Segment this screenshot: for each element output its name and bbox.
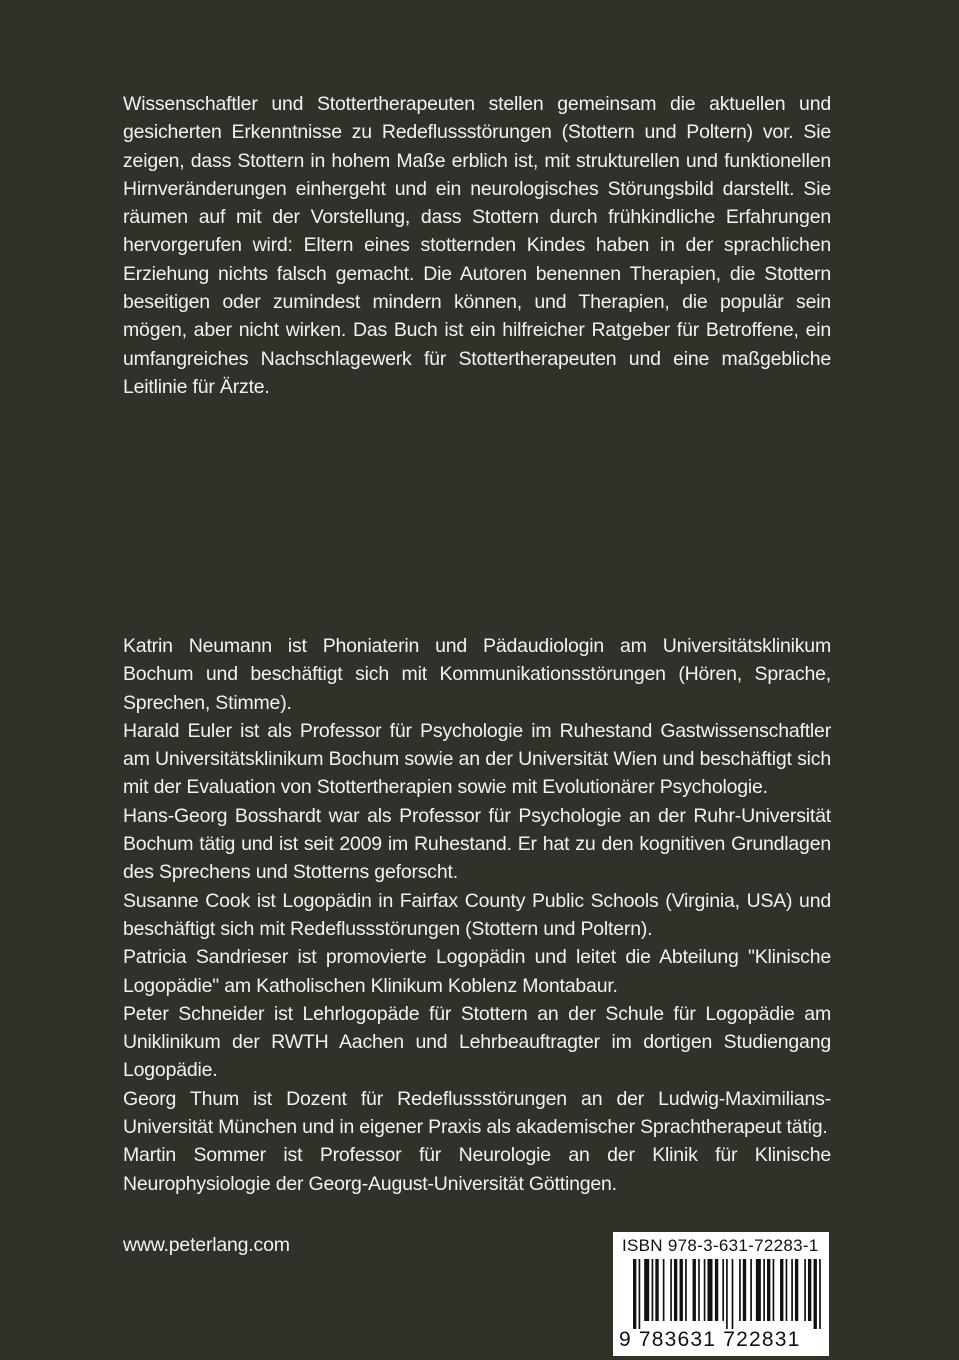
bio-hans-georg-bosshardt: Hans-Georg Bosshardt war als Professor für Psychologie an der Ruhr-Universität Bochum tätig und ist seit 2009 im Ruhestand. Er hat zu den kognitiven Grundlagen des Sprechens und Stotterns geforscht. xyxy=(123,804,831,884)
book-description: Wissenschaftler und Stottertherapeuten stellen gemeinsam die aktuellen und gesicherten Erkenntnisse zu Redeflussstörungen (Stottern und Poltern) vor. Sie zeigen, dass Stottern in hohem Maße erblich ist, mit strukturellen und funktionellen Hirnveränderungen einhergeht und ein neurologisches Störungsbild darstellt. Sie räumen auf mit der Vorstellung, dass Stottern durch frühkindliche Erfahrungen hervorgerufen wird: Eltern eines stotternden Kindes haben in der sprachlichen Erziehung nichts falsch gemacht. Die Autoren benennen Therapien, die Stottern beseitigen oder zumindest mindern können, und Therapien, die populär sein mögen, aber nicht wirken. Das Buch ist ein hilfreicher Ratgeber für Betroffene, ein umfangreiches Nachschlagewerk für Stottertherapeuten und eine maßgebliche Leitlinie für Ärzte. xyxy=(123,93,831,398)
isbn-label: ISBN 978-3-631-72283-1 xyxy=(622,1236,819,1255)
bio-susanne-cook: Susanne Cook ist Logopädin in Fairfax County Public Schools (Virginia, USA) und beschäftigt sich mit Redeflussstörungen (Stottern und Poltern). xyxy=(123,889,831,940)
publisher-website: www.peterlang.com xyxy=(123,1234,290,1256)
author-bios xyxy=(123,632,831,1198)
isbn-digits: 9 783631 722831 xyxy=(619,1328,801,1351)
bio-georg-thum: Georg Thum ist Dozent für Redeflussstörungen an der Ludwig-Maximilians-Universität München und in eigener Praxis als akademischer Sprachtherapeut tätig. xyxy=(123,1087,831,1139)
bio-harald-euler: Harald Euler ist als Professor für Psychologie im Ruhestand Gastwissenschaftler am Universitätsklinikum Bochum sowie an der Universität Wien und beschäftigt sich mit der Evaluation von Stottertherapien sowie mit Evolutionärer Psychologie. xyxy=(123,719,831,799)
bio-martin-sommer: Martin Sommer ist Professor für Neurologie an der Klinik für Klinische Neurophysiologie der Georg-August-Universität Göttingen. xyxy=(123,1144,831,1195)
bio-katrin-neumann: Katrin Neumann ist Phoniaterin und Pädaudiologin am Universitätsklinikum Bochum und beschäftigt sich mit Kommunikationsstörungen (Hören, Sprache, Sprechen, Stimme). xyxy=(123,635,831,714)
bio-patricia-sandrieser: Patricia Sandrieser ist promovierte Logopädin und leitet die Abteilung "Klinische Logopädie" am Katholischen Klinikum Koblenz Montabaur. xyxy=(123,946,831,997)
bio-peter-schneider: Peter Schneider ist Lehrlogopäde für Stottern an der Schule für Logopädie am Uniklinikum der RWTH Aachen und Lehrbeauftragter im dortigen Studiengang Logopädie. xyxy=(123,1002,831,1082)
barcode-bars xyxy=(633,1259,821,1329)
isbn-barcode-box xyxy=(613,1232,829,1356)
